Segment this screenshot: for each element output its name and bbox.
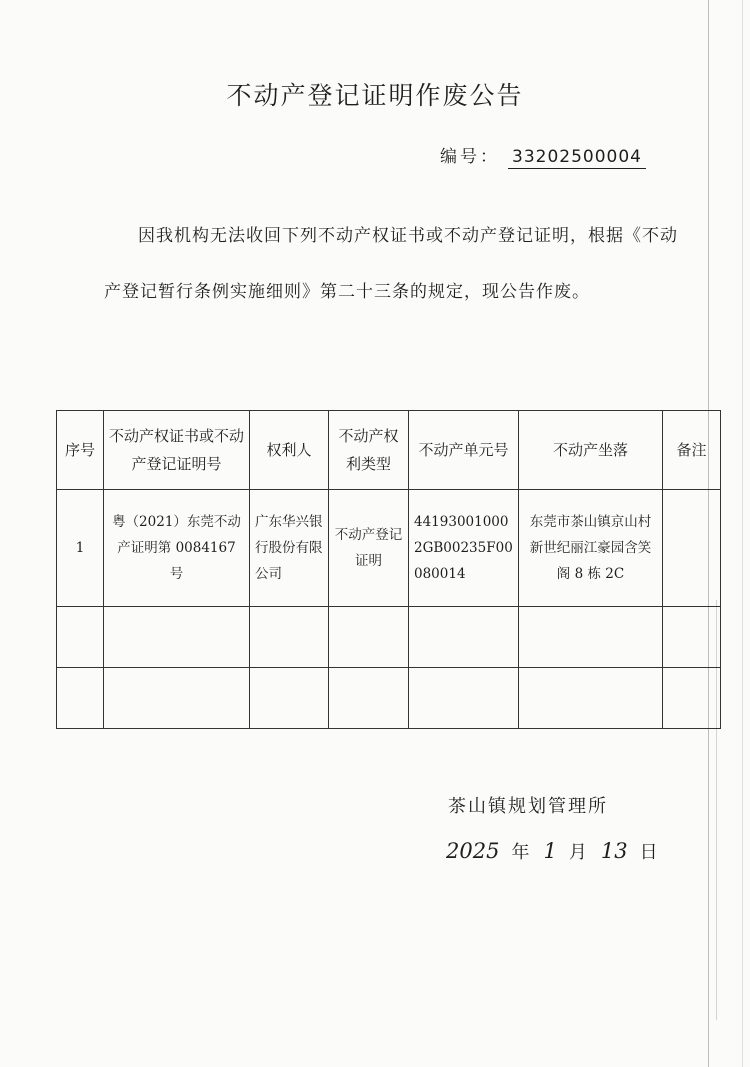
table-row-empty xyxy=(57,668,721,729)
table-header-row xyxy=(57,411,721,490)
date-month-unit: 月 xyxy=(568,842,587,863)
column-header: 不动产权证书或不动产登记证明号 xyxy=(104,411,250,490)
number-value: 33202500004 xyxy=(508,147,646,169)
right-holder: 广东华兴银行股份有限公司 xyxy=(250,490,329,607)
issue-date xyxy=(446,838,672,864)
remark xyxy=(663,490,721,607)
number-label: 编号： xyxy=(440,147,500,167)
column-header: 权利人 xyxy=(250,411,329,490)
notice-body: 因我机构无法收回下列不动产权证书或不动产登记证明，根据《不动产登记暂行条例实施细则》第二十三条的规定，现公告作废。 xyxy=(104,226,678,302)
column-header: 不动产单元号 xyxy=(409,411,519,490)
page-title: 不动产登记证明作废公告 xyxy=(226,81,524,110)
date-year: 2025 xyxy=(446,839,500,863)
document-number xyxy=(440,142,646,167)
certificate-table xyxy=(56,410,721,729)
date-year-unit: 年 xyxy=(511,842,530,863)
column-header: 备注 xyxy=(663,411,721,490)
row-index: 1 xyxy=(57,490,104,607)
issuing-authority: 茶山镇规划管理所 xyxy=(448,796,608,817)
right-type: 不动产登记证明 xyxy=(329,490,409,607)
column-header: 不动产坐落 xyxy=(519,411,663,490)
property-location: 东莞市茶山镇京山村新世纪丽江豪园含笑阁 8 栋 2C xyxy=(519,490,663,607)
table-row xyxy=(57,490,721,607)
table-row-empty xyxy=(57,607,721,668)
date-month: 1 xyxy=(543,839,557,863)
column-header: 序号 xyxy=(57,411,104,490)
certificate-number: 粤（2021）东莞不动产证明第 0084167 号 xyxy=(104,490,250,607)
unit-number: 441930010002GB00235F00080014 xyxy=(409,490,519,607)
scan-edge-line xyxy=(742,0,743,1067)
column-header: 不动产权利类型 xyxy=(329,411,409,490)
date-day: 13 xyxy=(600,839,628,863)
date-day-unit: 日 xyxy=(639,842,658,863)
